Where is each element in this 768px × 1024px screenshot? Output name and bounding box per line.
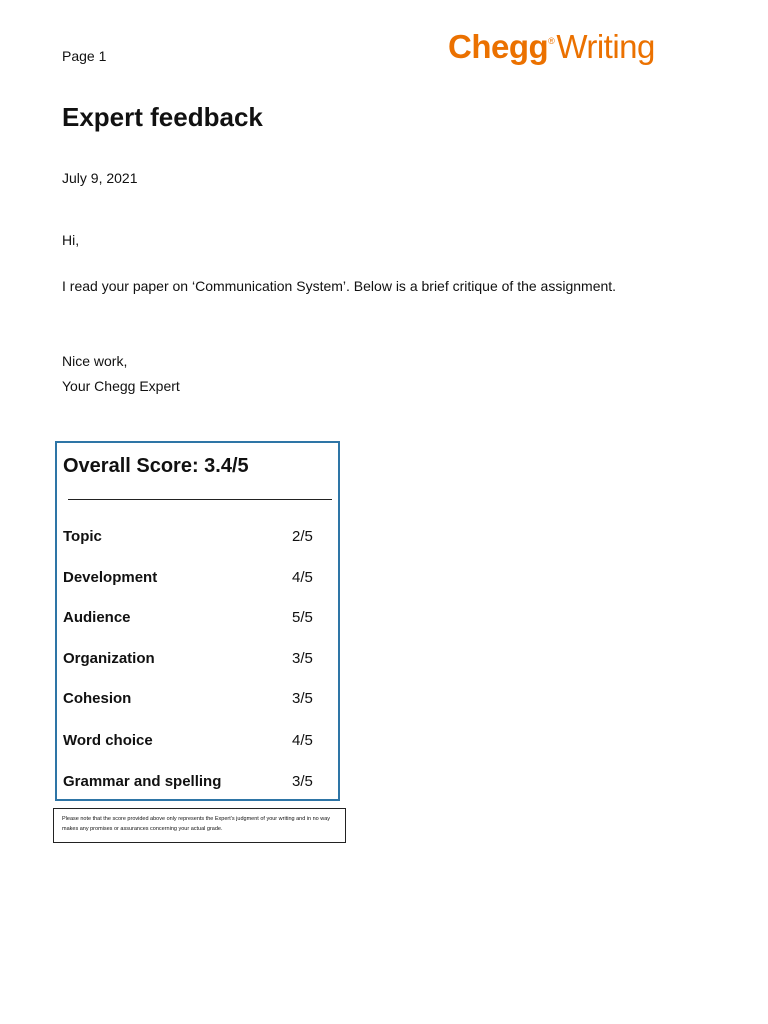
score-row-cohesion [63,690,323,710]
score-value: 4/5 [292,732,313,749]
score-value: 5/5 [292,609,313,626]
score-category: Grammar and spelling [63,773,222,790]
score-row-audience [63,609,323,629]
score-row-organization [63,650,323,670]
score-value: 4/5 [292,569,313,586]
score-category: Development [63,569,158,586]
score-category: Audience [63,609,131,626]
logo-brand: Chegg [448,28,549,65]
logo-registered-mark: ® [548,36,555,46]
score-category: Organization [63,650,155,667]
score-value: 3/5 [292,773,313,790]
score-row-word-choice [63,732,323,752]
score-disclaimer: Please note that the score provided above only represents the Expert’s judgment of your writing and in no way makes any promises or assurances concerning your actual grade. [53,808,346,843]
closing-line: Nice work, [62,353,128,369]
score-divider [68,499,332,500]
chegg-writing-logo [448,28,655,66]
score-category: Word choice [63,732,153,749]
letter-date: July 9, 2021 [62,170,138,186]
score-value: 2/5 [292,528,313,545]
score-value: 3/5 [292,650,313,667]
score-row-grammar-spelling [63,773,323,793]
page-number: Page 1 [62,48,107,64]
logo-product: Writing [556,28,655,65]
overall-score: Overall Score: 3.4/5 [63,455,249,477]
score-value: 3/5 [292,690,313,707]
signoff [62,349,180,399]
page-title: Expert feedback [62,102,263,132]
score-category: Topic [63,528,102,545]
greeting: Hi, [62,232,80,248]
signature-line: Your Chegg Expert [62,378,180,394]
intro-paragraph: I read your paper on ‘Communication System’. Below is a brief critique of the assignment. [62,278,617,294]
score-row-topic [63,528,323,548]
score-category: Cohesion [63,690,132,707]
score-card [55,441,340,801]
score-row-development [63,569,323,589]
